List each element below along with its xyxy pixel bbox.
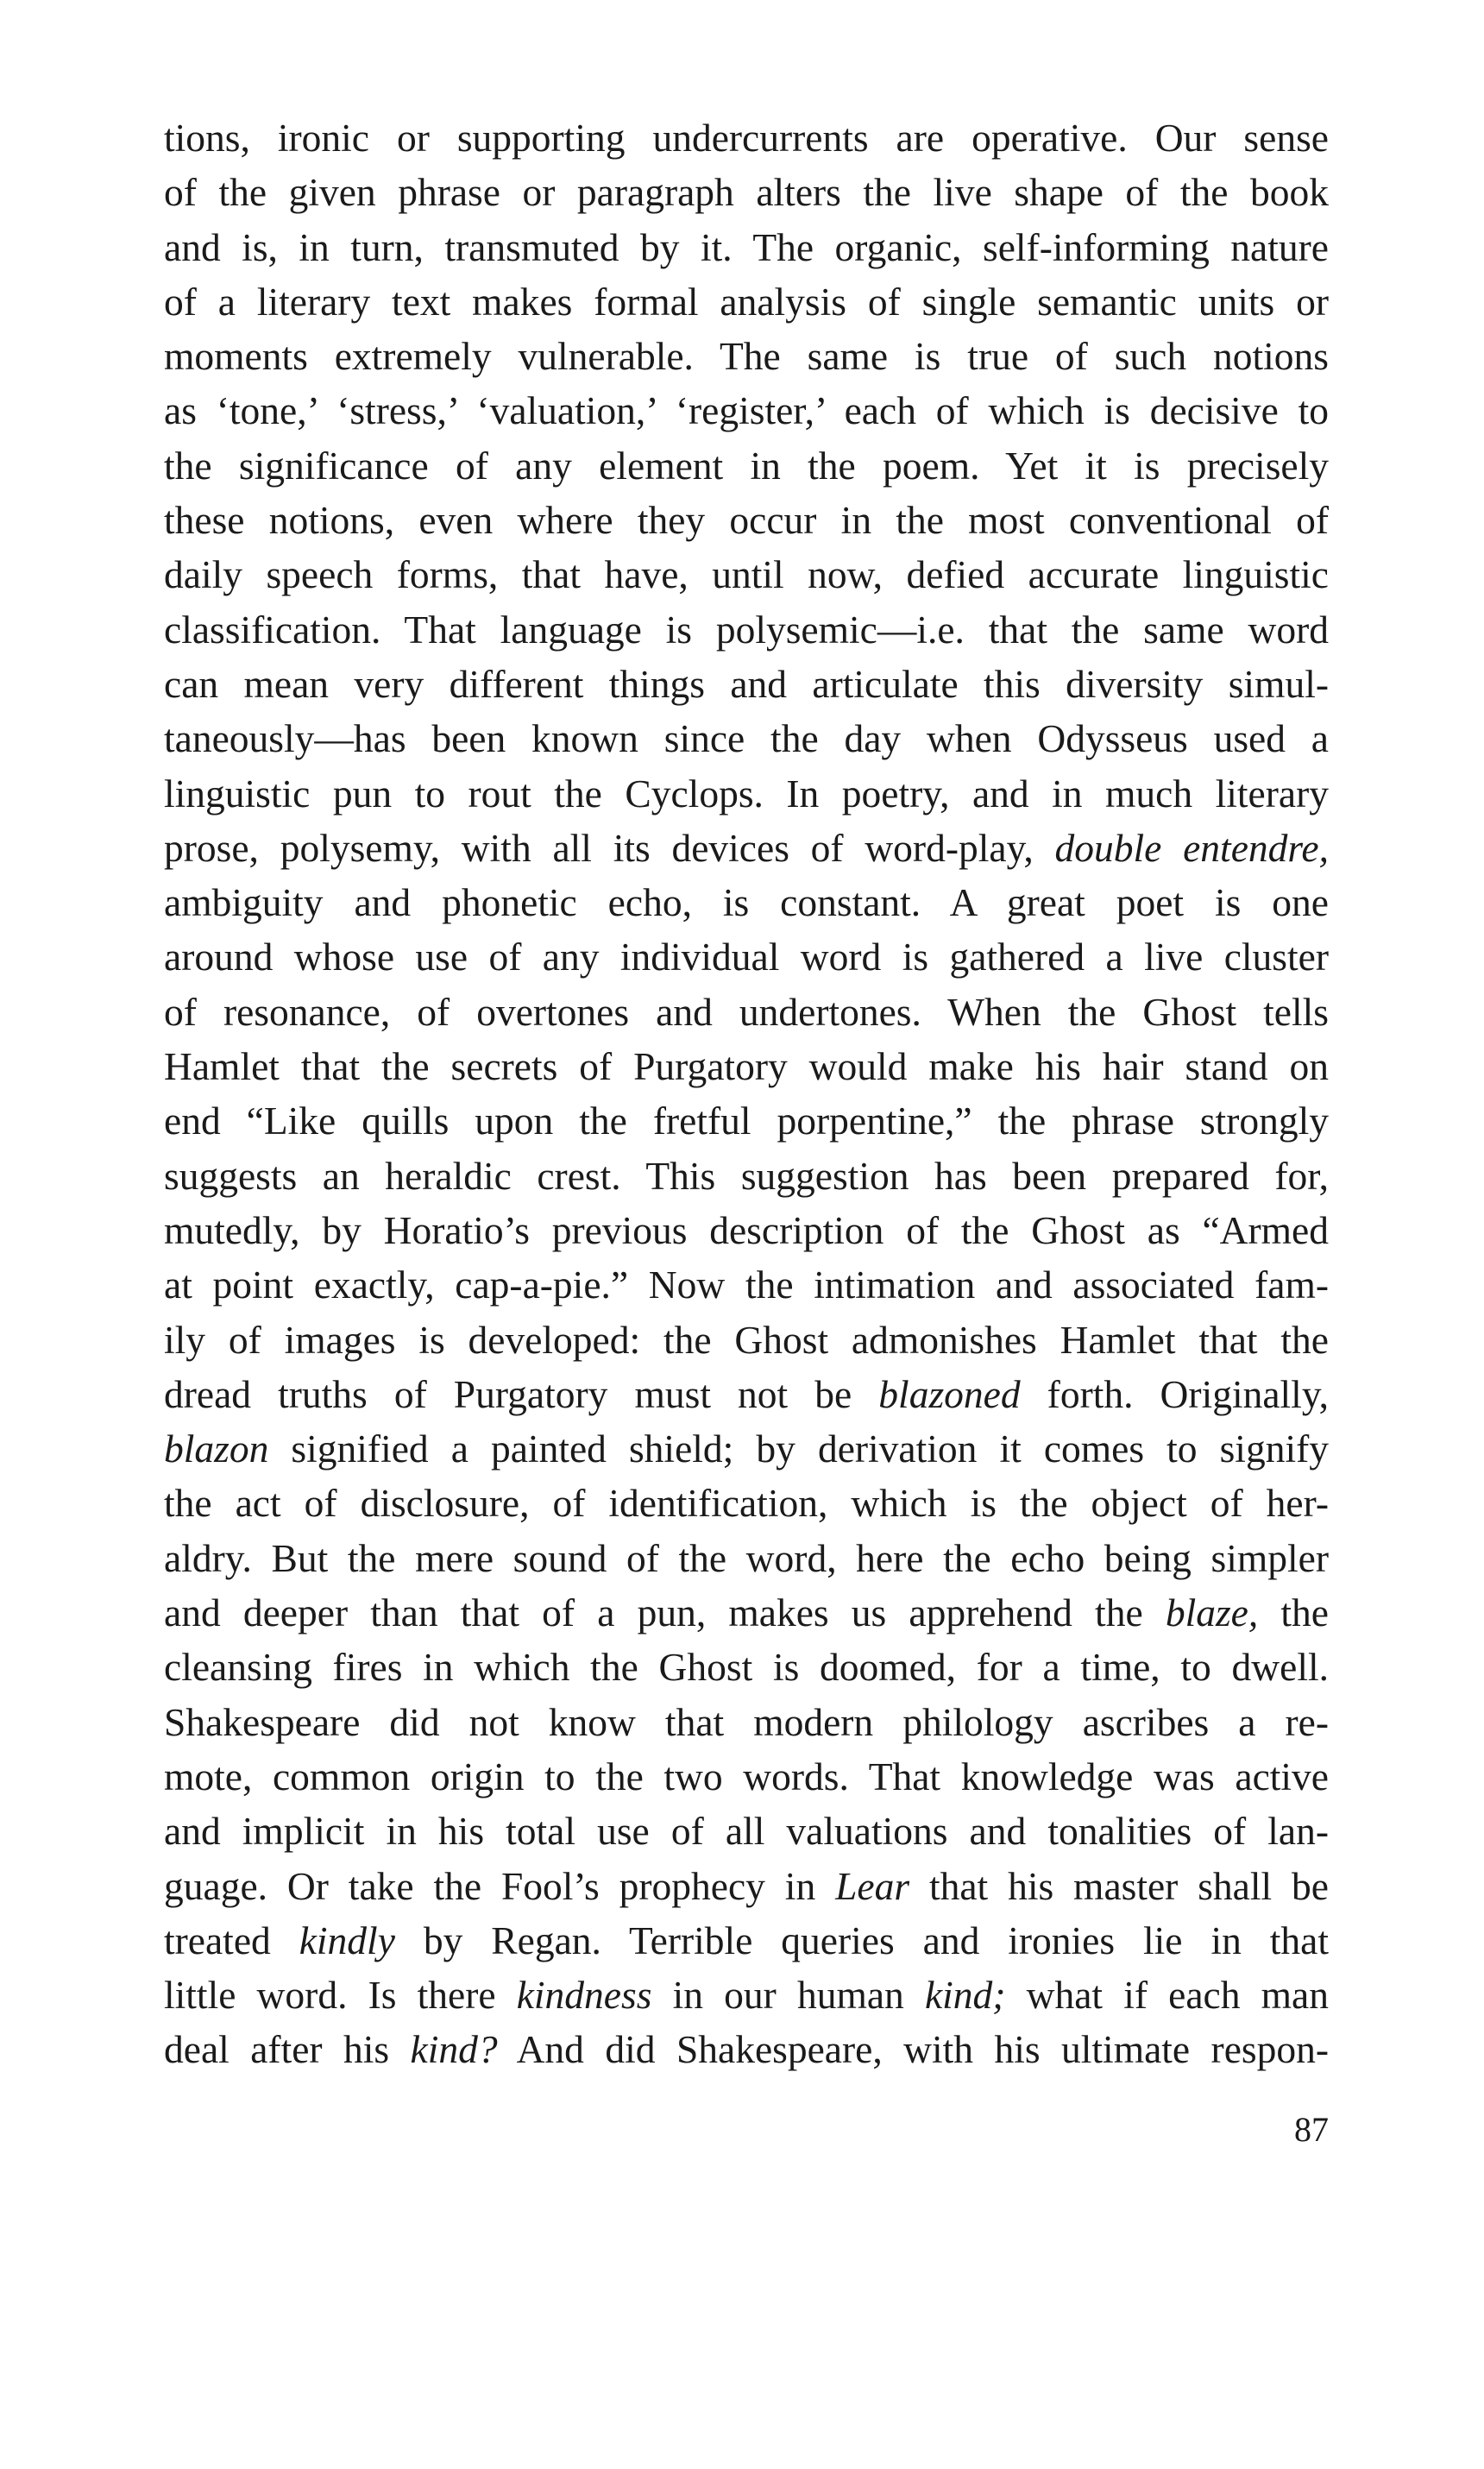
text-line: as ‘tone,’ ‘stress,’ ‘valuation,’ ‘register,’ each of which is decisive to bbox=[164, 388, 1329, 433]
text-line: can mean very different things and articulate this diversity simul- bbox=[164, 661, 1329, 706]
text-line: linguistic pun to rout the Cyclops. In poetry, and in much literary bbox=[164, 771, 1329, 816]
text-line: prose, polysemy, with all its devices of word-play, double entendre, bbox=[164, 825, 1329, 870]
text-line: treated kindly by Regan. Terrible queries and ironies lie in that bbox=[164, 1918, 1329, 1962]
text-line: Hamlet that the secrets of Purgatory would make his hair stand on bbox=[164, 1044, 1329, 1089]
italic-emphasis: blaze, bbox=[1165, 1590, 1259, 1635]
italic-emphasis: kindness bbox=[516, 1973, 652, 2018]
text-line: blazon signified a painted shield; by derivation it comes to signify bbox=[164, 1427, 1329, 1471]
text-line: end “Like quills upon the fretful porpentine,” the phrase strongly bbox=[164, 1099, 1329, 1143]
text-line: the significance of any element in the poem. Yet it is precisely bbox=[164, 443, 1329, 488]
text-line: moments extremely vulnerable. The same is true of such notions bbox=[164, 334, 1329, 379]
body-text bbox=[164, 110, 1329, 2077]
text-line: of a literary text makes formal analysis of single semantic units or bbox=[164, 279, 1329, 324]
text-line: around whose use of any individual word is gathered a live cluster bbox=[164, 935, 1329, 979]
text-line: of resonance, of overtones and undertones. When the Ghost tells bbox=[164, 989, 1329, 1034]
italic-emphasis: blazon bbox=[164, 1427, 269, 1471]
text-line: Shakespeare did not know that modern philology ascribes a re- bbox=[164, 1699, 1329, 1744]
text-line: mutedly, by Horatio’s previous description of the Ghost as “Armed bbox=[164, 1207, 1329, 1252]
italic-emphasis: blazoned bbox=[878, 1371, 1021, 1416]
text-line: ily of images is developed: the Ghost admonishes Hamlet that the bbox=[164, 1317, 1329, 1362]
italic-emphasis: Lear bbox=[835, 1863, 910, 1908]
italic-emphasis: kind; bbox=[924, 1973, 1006, 2018]
italic-emphasis: kindly bbox=[299, 1918, 395, 1962]
text-line: ambiguity and phonetic echo, is constant. A great poet is one bbox=[164, 880, 1329, 925]
text-line: daily speech forms, that have, until now, defied accurate linguistic bbox=[164, 552, 1329, 597]
italic-emphasis: kind? bbox=[410, 2027, 498, 2072]
text-line: at point exactly, cap-a-pie.” Now the intimation and associated fam- bbox=[164, 1263, 1329, 1307]
text-line: these notions, even where they occur in the most conventional of bbox=[164, 498, 1329, 543]
text-line: aldry. But the mere sound of the word, here the echo being simpler bbox=[164, 1535, 1329, 1580]
text-line: mote, common origin to the two words. That knowledge was active bbox=[164, 1754, 1329, 1798]
text-line: little word. Is there kindness in our human kind; what if each man bbox=[164, 1973, 1329, 2018]
text-line: classification. That language is polysemic—i.e. that the same word bbox=[164, 607, 1329, 652]
text-line: suggests an heraldic crest. This suggestion has been prepared for, bbox=[164, 1153, 1329, 1198]
text-line: of the given phrase or paragraph alters the live shape of the book bbox=[164, 170, 1329, 215]
text-line: dread truths of Purgatory must not be blazoned forth. Originally, bbox=[164, 1371, 1329, 1416]
text-line: cleansing fires in which the Ghost is doomed, for a time, to dwell. bbox=[164, 1645, 1329, 1690]
text-line: taneously—has been known since the day when Odysseus used a bbox=[164, 716, 1329, 761]
italic-emphasis: double entendre, bbox=[1054, 825, 1329, 870]
text-line: and deeper than that of a pun, makes us apprehend the blaze, the bbox=[164, 1590, 1329, 1635]
text-line: and implicit in his total use of all valuations and tonalities of lan- bbox=[164, 1809, 1329, 1854]
text-line: deal after his kind? And did Shakespeare, with his ultimate respon- bbox=[164, 2027, 1329, 2072]
text-line: the act of disclosure, of identification, which is the object of her- bbox=[164, 1481, 1329, 1526]
page-number: 87 bbox=[1294, 2110, 1329, 2149]
text-line: tions, ironic or supporting undercurrents are operative. Our sense bbox=[164, 116, 1329, 160]
text-line: and is, in turn, transmuted by it. The organic, self-informing nature bbox=[164, 224, 1329, 269]
text-line: guage. Or take the Fool’s prophecy in Lear that his master shall be bbox=[164, 1863, 1329, 1908]
